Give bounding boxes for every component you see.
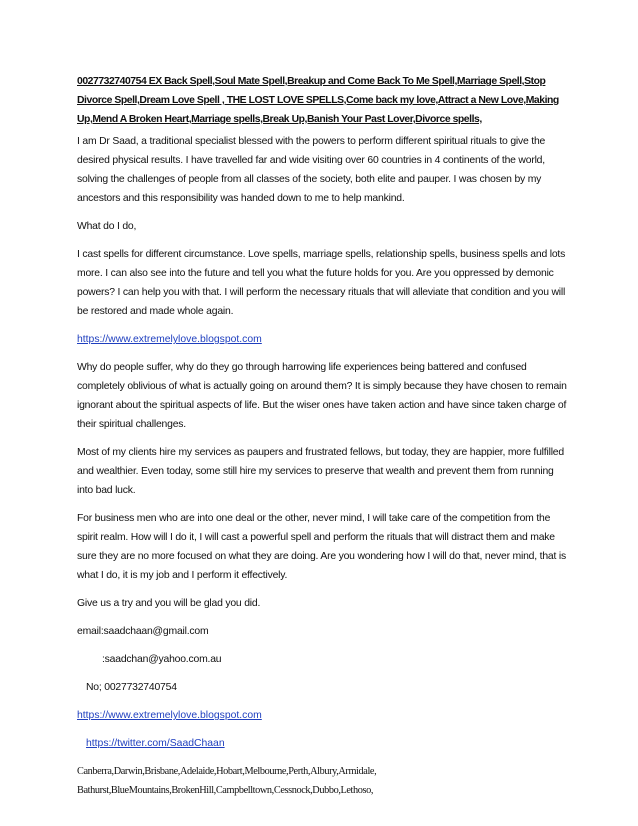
- cities-line-1: Canberra,Darwin,Brisbane,Adelaide,Hobart,Melbourne,Perth,Albury,Armidale,: [77, 766, 377, 777]
- phone-line: No; 0027732740754: [86, 682, 177, 693]
- blog-link[interactable]: https://www.extremelylove.blogspot.com: [77, 334, 262, 345]
- services-paragraph: I cast spells for different circumstance. Love spells, marriage spells, relationship spells, business spells and lots more. I can also see into the future and tell you what the future holds for you. Are you oppressed by demonic powers? I can help you with that. I will perform the necessary rituals that will alleviate that condition and you will be restored and made whole again.: [77, 249, 566, 317]
- twitter-link[interactable]: https://twitter.com/SaadChaan: [86, 738, 225, 749]
- clients-paragraph: Most of my clients hire my services as paupers and frustrated fellows, but today, they are happier, more fulfilled and wealthier. Even today, some still hire my services to preserve that wealth and prevent them from running into bad luck.: [77, 447, 564, 496]
- email-line-2: :saadchan@yahoo.com.au: [102, 654, 222, 665]
- blog-link-2[interactable]: https://www.extremelylove.blogspot.com: [77, 710, 262, 721]
- try-paragraph: Give us a try and you will be glad you did.: [77, 598, 261, 609]
- email-line: email:saadchaan@gmail.com: [77, 626, 209, 637]
- what-do-i-do-paragraph: What do I do,: [77, 221, 137, 232]
- document-page: [77, 72, 567, 800]
- cities-line-2: Bathurst,BlueMountains,BrokenHill,Campbelltown,Cessnock,Dubbo,Lethoso,: [77, 785, 374, 796]
- document-heading: 0027732740754 EX Back Spell,Soul Mate Spell,Breakup and Come Back To Me Spell,Marriage Spell,Stop Divorce Spell,Dream Love Spell , THE LOST LOVE SPELLS,Come back my love,Attract a New Love,Making Up,Mend A Broken Heart,Marriage spells,Break Up,Banish Your Past Lover,Divorce spells,: [77, 76, 559, 125]
- suffering-paragraph: Why do people suffer, why do they go through harrowing life experiences being battered and confused completely oblivious of what is actually going on around them? It is simply because they have chosen to remain ignorant about the spiritual aspects of life. But the wiser ones have taken action and have since taken charge of their spiritual challenges.: [77, 362, 567, 430]
- business-paragraph: For business men who are into one deal or the other, never mind, I will take care of the competition from the spirit realm. How will I do it, I will cast a powerful spell and perform the rituals that will distract them and make sure they are no more focused on what they are doing. Are you wondering how I will do that, never mind, that is what I do, it is my job and I perform it effectively.: [77, 513, 566, 581]
- intro-paragraph: I am Dr Saad, a traditional specialist blessed with the powers to perform different spiritual rituals to give the desired physical results. I have travelled far and wide visiting over 60 countries in 4 continents of the world, solving the challenges of people from all classes of the society, both elite and pauper. I was chosen by my ancestors and this responsibility was handed down to me to help mankind.: [77, 136, 546, 204]
